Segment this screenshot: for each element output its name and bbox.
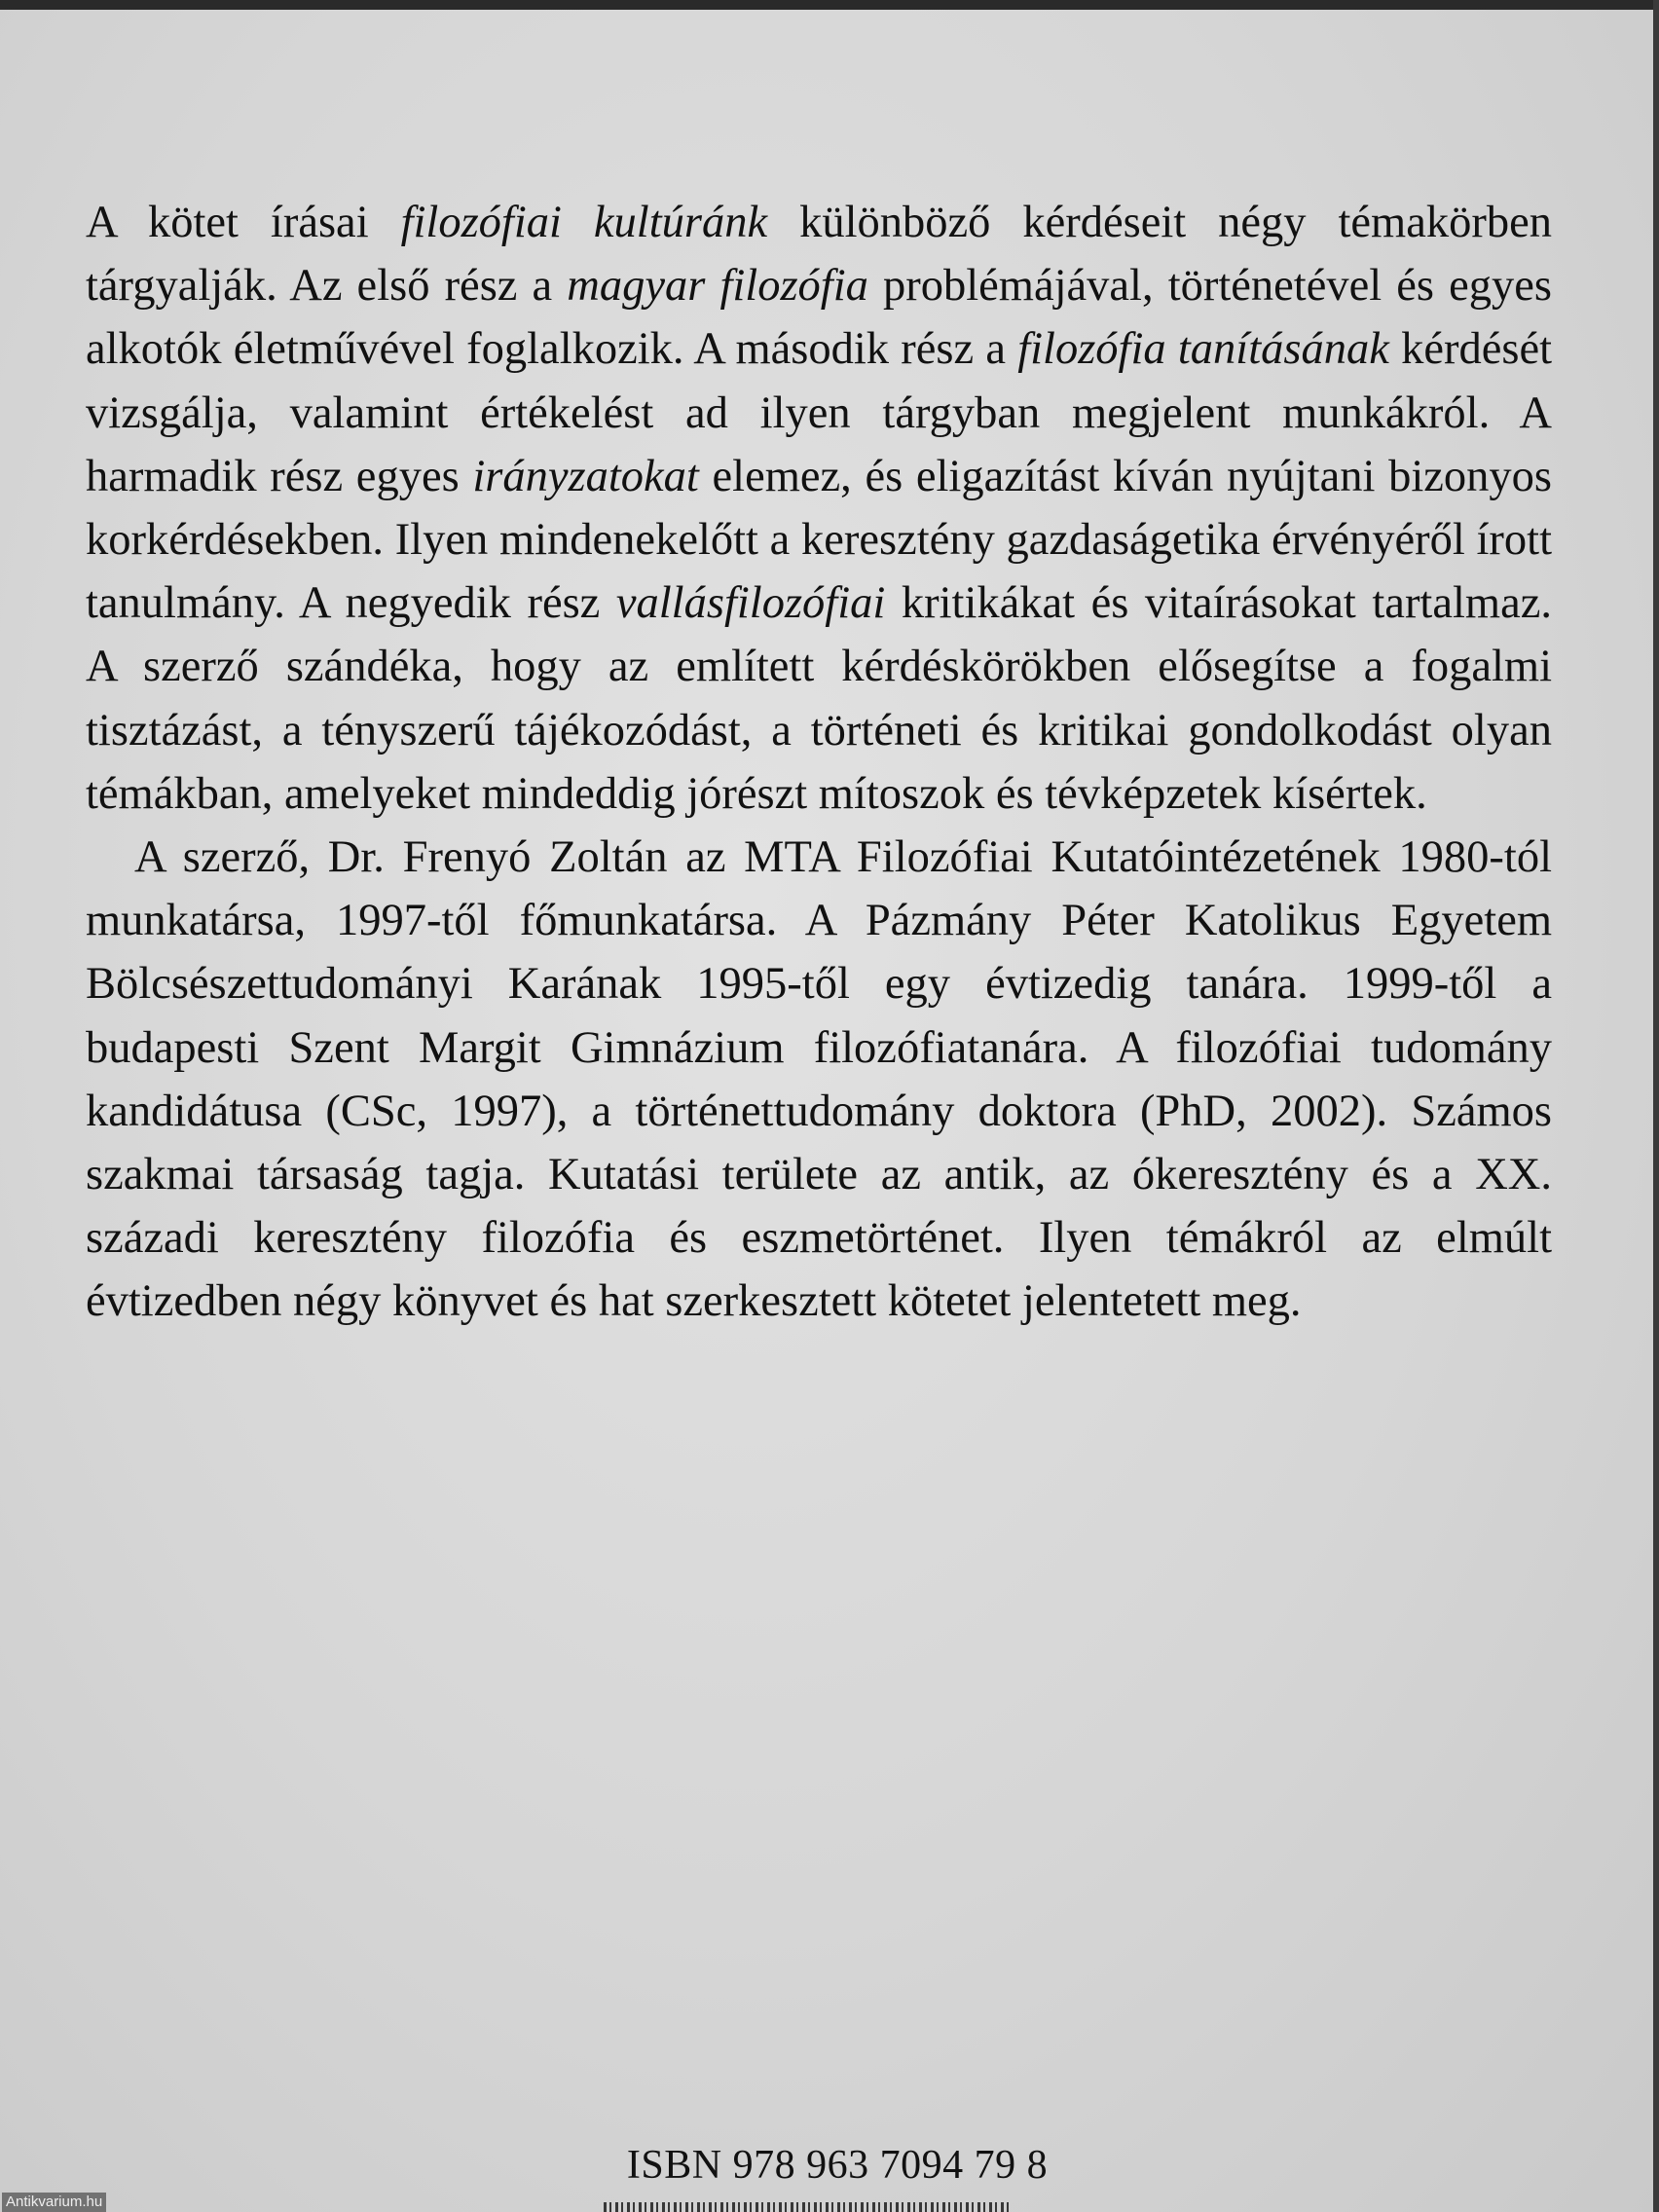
barcode-edge <box>604 2202 1013 2212</box>
cover-right-edge <box>1653 0 1659 2212</box>
cover-top-edge <box>0 0 1659 10</box>
paragraph-book-description: A kötet írásai filozófiai kultúránk különböző kérdéseit négy témakörben tárgyalják. Az első rész a magyar filozófia problémájával, történetével és egyes alkotók életművével foglalkozik. A második rész a filozófia tanításának kérdését vizsgálja, valamint értékelést ad ilyen tárgyban megjelent munkákról. A harmadik rész egyes irányzatokat elemez, és eligazítást kíván nyújtani bizonyos korkérdésekben. Ilyen mindenekelőtt a keresztény gazdaságetika érvényéről írott tanulmány. A negyedik rész vallásfilozófiai kritikákat és vitaírásokat tartalmaz. A szerző szándéka, hogy az említett kérdéskörökben elősegítse a fogalmi tisztázást, a tényszerű tájékozódást, a történeti és kritikai gondolkodást olyan témákban, amelyeket mindeddig jórészt mítoszok és tévképzetek kísértek. <box>86 198 1552 819</box>
isbn-label: ISBN 978 963 7094 79 8 <box>626 2143 1049 2188</box>
paragraph-author-bio: A szerző, Dr. Frenyó Zoltán az MTA Filozófiai Kutatóintézetének 1980-tól munkatársa, 1997-től főmunkatársa. A Pázmány Péter Katolikus Egyetem Bölcsészettudományi Karának 1995-től egy évtizedig tanára. 1999-től a budapesti Szent Margit Gimnázium filozófiatanára. A filozófiai tudomány kandidátusa (CSc, 1997), a történettudomány doktora (PhD, 2002). Számos szakmai társaság tagja. Kutatási területe az antik, az ókeresztény és a XX. századi keresztény filozófia és eszmetörténet. Ilyen témákról az elmúlt évtizedben négy könyvet és hat szerkesztett kötetet jelentetett meg. <box>86 832 1552 1327</box>
watermark-label: Antikvarium.hu <box>2 2193 106 2212</box>
blurb-text <box>86 191 1552 1334</box>
